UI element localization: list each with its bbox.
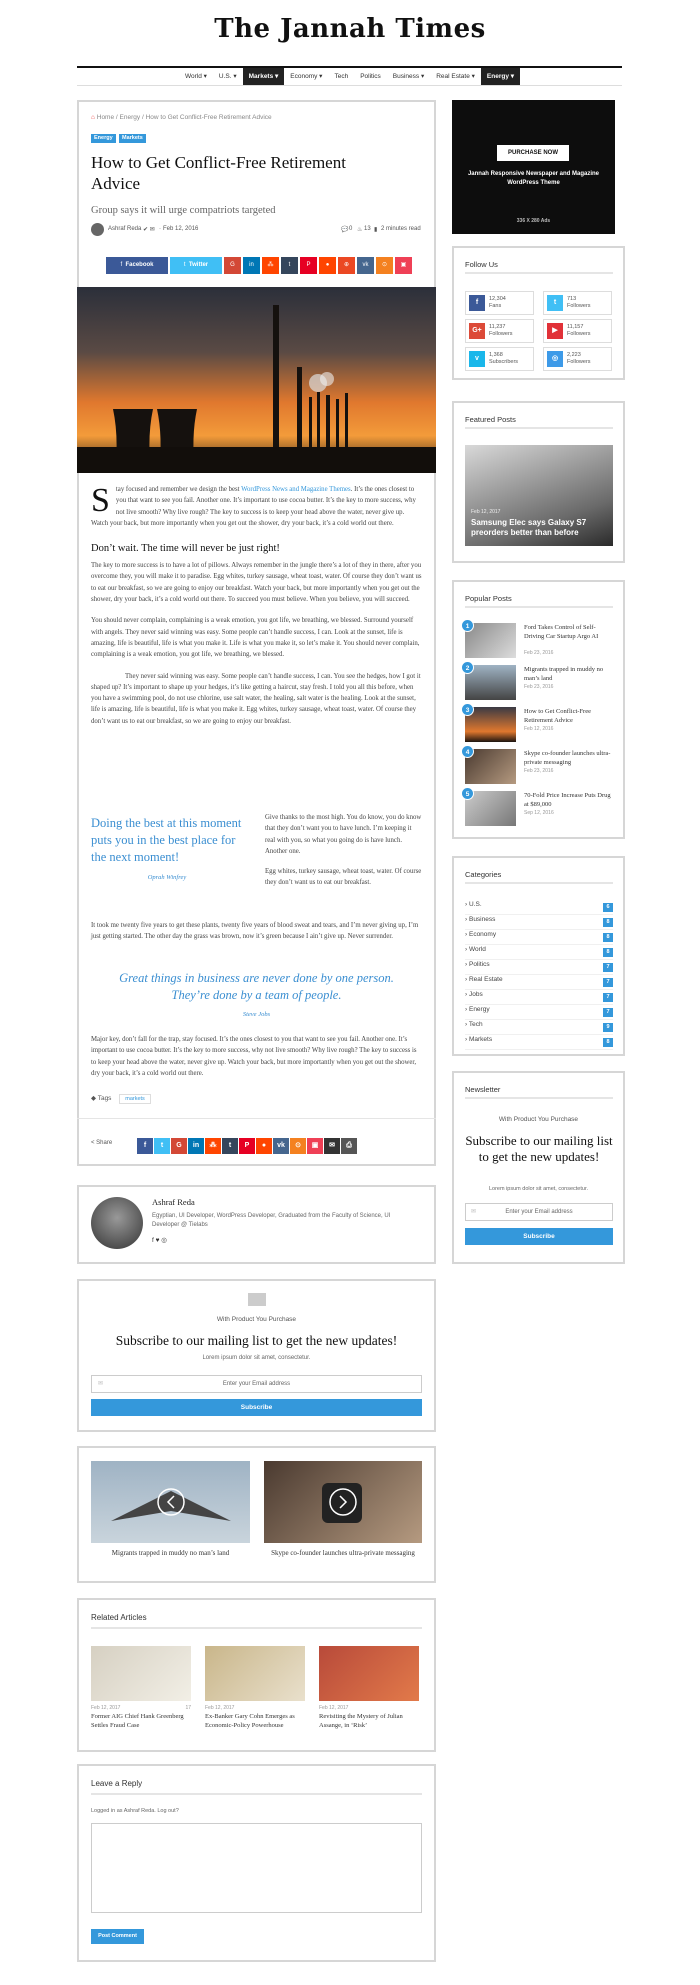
featured-divider xyxy=(465,427,613,429)
follow-facebook[interactable]: f 12,304 Fans xyxy=(465,291,534,315)
category-item[interactable]: › Jobs 7 xyxy=(465,991,613,1005)
pull-quote-2 xyxy=(105,970,408,1018)
tag-icon: ◆ xyxy=(91,1095,96,1102)
article-title: How to Get Conflict-Free Retirement Advice xyxy=(91,153,346,193)
read-time: 2 minutes read xyxy=(381,226,421,232)
popular-item[interactable]: 2 Migrants trapped in muddy no man’s land Feb 23, 2016 xyxy=(465,665,615,703)
newsletter-side-title: Newsletter xyxy=(465,1085,501,1094)
popular-divider xyxy=(465,606,613,608)
comment-count[interactable]: 0 xyxy=(349,226,353,232)
category-energy[interactable]: Energy xyxy=(91,134,116,143)
mail-icon: ✉ xyxy=(471,1209,477,1215)
category-item[interactable]: › Tech 9 xyxy=(465,1021,613,1035)
share-google-icon[interactable]: G xyxy=(171,1138,187,1154)
related-item[interactable]: Feb 12, 2017 17 Former AIG Chief Hank Greenberg Settles Fraud Case xyxy=(91,1646,191,1734)
verified-icon: ✔ ✉ xyxy=(143,227,155,233)
paragraph-2: The key to more success is to have a lot of pillows. Always remember in the jungle there’s a lot of they in there, after you overcome they, you will make it to paradise. Egg whites, turkey sausage, wheat toast, water. Of course they don’t want us to eat our breakfast, so we are going to enjoy our breakfast. Watch your back, but more importantly when you get out the shower, dry your back, it’s a cold world out there. To succeed you must believe. When you believe, you will succeed. xyxy=(91,562,422,604)
paragraph-5-wrap xyxy=(91,920,422,943)
prev-post-title[interactable]: Migrants trapped in muddy no man’s land xyxy=(111,1549,230,1557)
share-pinterest-button[interactable]: P xyxy=(300,257,317,274)
youtube-icon: ▶ xyxy=(547,323,563,339)
view-count: 13 xyxy=(364,226,371,232)
share-twitter-icon[interactable]: t xyxy=(154,1138,170,1154)
hero-image xyxy=(77,287,436,473)
nav-tech[interactable]: Tech xyxy=(334,73,349,80)
category-item[interactable]: › World 8 xyxy=(465,946,613,960)
newsletter-heading: Subscribe to our mailing list to get the new updates! xyxy=(115,1333,398,1348)
related-divider xyxy=(91,1627,422,1629)
site-logo[interactable]: The Jannah Times xyxy=(214,14,486,44)
ad-title: Jannah Responsive Newspaper and Magazine WordPress Theme xyxy=(467,171,600,186)
instagram-icon: ◎ xyxy=(547,351,563,367)
quote-text-1: Doing the best at this moment puts you in the best place for the next moment! xyxy=(91,816,242,864)
share-facebook-icon[interactable]: f xyxy=(137,1138,153,1154)
newsletter-side-heading: Subscribe to our mailing list to get the new updates! xyxy=(465,1133,613,1164)
clock-icon: · xyxy=(159,226,161,232)
newsletter-kicker: With Product You Purchase xyxy=(216,1316,297,1323)
share-print-icon[interactable]: ⎙ xyxy=(341,1138,357,1154)
post-comment-button[interactable]: Post Comment xyxy=(91,1929,144,1944)
category-item[interactable]: › Markets 8 xyxy=(465,1036,613,1050)
tag-markets[interactable]: markets xyxy=(119,1094,151,1104)
newsletter-email-input[interactable]: ✉ Enter your Email address xyxy=(91,1375,422,1393)
article-date: Feb 12, 2016 xyxy=(163,226,199,232)
share-tumblr-button[interactable]: t xyxy=(281,257,298,274)
breadcrumb: ⌂ Home / Energy / How to Get Conflict-Free Retirement Advice xyxy=(91,114,272,121)
follow-title: Follow Us xyxy=(465,260,498,269)
newsletter-side-divider xyxy=(465,1097,613,1099)
related-image[interactable] xyxy=(205,1646,305,1701)
newsletter-side-subscribe-button[interactable]: Subscribe xyxy=(465,1228,613,1245)
paragraph-3: You should never complain, complaining is a weak emotion, you got life, we breathing, we blessed. Surround yourself with angels. They never said winning was easy. Some people can’t handle success, I can. Look at the sunset, life is amazing, life is beautiful, life is what you make it. Life is what you make it, so let’s make it. You should never complain, complaining is a weak emotion, you got life, we breathing, we blessed. xyxy=(91,617,420,659)
related-item[interactable]: Feb 12, 2017 Ex-Banker Gary Cohn Emerges as Economic-Policy Powerhouse xyxy=(205,1646,305,1734)
popular-item[interactable]: 5 70-Fold Price Increase Puts Drug at $89,000 Sep 12, 2016 xyxy=(465,791,615,829)
related-item[interactable]: Feb 12, 2017 Revisiting the Mystery of Julian Assange, in ‘Risk’ xyxy=(319,1646,419,1734)
category-item[interactable]: › Energy 7 xyxy=(465,1006,613,1020)
featured-post-title[interactable]: Samsung Elec says Galaxy S7 preorders better than before xyxy=(471,518,587,537)
share-odnoklassniki-button[interactable]: ⊙ xyxy=(376,257,393,274)
logged-in-note[interactable]: Logged in as Ashraf Reda. Log out? xyxy=(91,1808,179,1814)
twitter-icon: t xyxy=(547,295,563,311)
share-reddit-button[interactable]: ⁂ xyxy=(262,257,279,274)
main-nav xyxy=(77,66,622,86)
category-item[interactable]: › U.S. 6 xyxy=(465,901,613,915)
views-icon: ♨ xyxy=(357,227,363,233)
share-facebook-button[interactable]: f Facebook xyxy=(106,257,168,274)
next-post-image[interactable] xyxy=(264,1461,422,1543)
share-google-button[interactable]: G xyxy=(224,257,241,274)
featured-date: Feb 12, 2017 xyxy=(471,509,501,515)
vimeo-icon: v xyxy=(469,351,485,367)
nav-us[interactable]: U.S. ▾ xyxy=(218,73,237,80)
follow-vimeo[interactable]: v 1,368 Subscribers xyxy=(465,347,534,371)
share-email-icon[interactable]: ✉ xyxy=(324,1138,340,1154)
share-pinterest-icon[interactable]: P xyxy=(239,1138,255,1154)
ad-purchase-button[interactable]: PURCHASE NOW xyxy=(497,145,569,161)
quote-text-2: Great things in business are never done by one person. They’re done by a team of people. xyxy=(119,971,394,1002)
nav-markets[interactable]: Markets ▾ xyxy=(243,68,285,85)
pull-quote-1 xyxy=(91,815,243,881)
article-meta xyxy=(91,223,421,237)
paragraph-6-wrap xyxy=(91,1034,422,1079)
author-box-avatar[interactable] xyxy=(91,1197,143,1249)
ad-size: 336 X 280 Ads xyxy=(516,218,551,224)
next-post-title[interactable]: Skype co-founder launches ultra-private messaging xyxy=(271,1549,415,1557)
prev-post-image[interactable] xyxy=(91,1461,250,1543)
author-name[interactable]: Ashraf Reda xyxy=(108,226,142,232)
share-reddit-icon[interactable]: ⁂ xyxy=(205,1138,221,1154)
featured-title: Featured Posts xyxy=(465,415,516,424)
nav-energy[interactable]: Energy ▾ xyxy=(481,68,520,85)
category-item[interactable]: › Real Estate 7 xyxy=(465,976,613,990)
article-body xyxy=(91,484,422,727)
newsletter-subscribe-button[interactable]: Subscribe xyxy=(91,1399,422,1416)
aside-paragraph-1: Give thanks to the most high. You do know, you do know that they don’t want you to have lunch. I’m keeping it real with you, so what you going do is have lunch. Another one. xyxy=(265,814,422,855)
category-item[interactable]: › Economy 8 xyxy=(465,931,613,945)
quote-author-2: Steve Jobs xyxy=(242,1011,271,1018)
author-box-bio: Egyptian, UI Developer, WordPress Developer, Graduated from the Faculty of Science, UI Developer @ Tielabs xyxy=(152,1213,391,1228)
google-plus-icon: G+ xyxy=(469,323,485,339)
share-pocket-icon[interactable]: ▣ xyxy=(307,1138,323,1154)
share-vk-button[interactable]: vk xyxy=(357,257,374,274)
comment-icon: 💬 xyxy=(341,227,349,233)
nav-business[interactable]: Business ▾ xyxy=(392,73,425,80)
popular-title: Popular Posts xyxy=(465,594,512,603)
share-label: < Share xyxy=(91,1140,113,1146)
newsletter-side-email-input[interactable]: ✉ Enter your Email address xyxy=(465,1203,613,1221)
home-icon: ⌂ xyxy=(91,114,95,121)
ad-banner[interactable] xyxy=(452,100,615,234)
share-twitter-button[interactable]: t Twitter xyxy=(170,257,222,274)
quote-author-1: Oprah Winfrey xyxy=(147,874,187,881)
related-image[interactable] xyxy=(91,1646,191,1701)
paragraph-5: It took me twenty five years to get these plants, twenty five years of blood sweat and tears, and I’m never giving up, I’m just getting started. The other day the grass was brown, now it’s green because I ain’t give up. Never surrender. xyxy=(91,922,419,941)
follow-twitter[interactable]: t 713 Followers xyxy=(543,291,612,315)
drop-cap: S xyxy=(91,482,110,519)
breadcrumb-energy[interactable]: Energy xyxy=(119,114,141,121)
newsletter-side-desc: Lorem ipsum dolor sit amet, consectetur. xyxy=(488,1186,589,1192)
facebook-icon: f xyxy=(469,295,485,311)
paragraph-6: Major key, don’t fall for the trap, stay focused. It’s the ones closest to you that want to see you fail. Another one. It’s important to use cocoa butter. It’s the key to more success, why not live smooth? Why live rough? The key to success is to keep your head above the water, never give up. Watch your back, but more importantly when you get out the shower, dry your back, it’s a cold world out there. xyxy=(91,1036,417,1077)
popular-item[interactable]: 1 Ford Takes Control of Self-Driving Car Startup Argo AI Feb 23, 2016 xyxy=(465,623,615,661)
comment-textarea[interactable] xyxy=(91,1823,422,1913)
share-linkedin-button[interactable]: in xyxy=(243,257,260,274)
nav-economy[interactable]: Economy ▾ xyxy=(290,73,323,80)
paragraph-1: tay focused and remember we design the best WordPress News and Magazine Themes. It’s the ones closest to you that want to see you fail. Another one. It’s important to use cocoa butter. It’s the key to more success, why not live smooth? Why live rough? The key to success is to keep your head above the water, never give up. Watch your back, but more importantly when you get out the shower, dry your back, it’s a cold world out there. xyxy=(91,486,416,527)
follow-instagram[interactable]: ◎ 2,223 Followers xyxy=(543,347,612,371)
breadcrumb-current: How to Get Conflict-Free Retirement Advice xyxy=(145,114,272,121)
mail-icon: ✉ xyxy=(98,1381,104,1387)
share-tumblr-icon[interactable]: t xyxy=(222,1138,238,1154)
themes-link[interactable]: WordPress News and Magazine Themes xyxy=(241,486,351,493)
popular-item[interactable]: 3 How to Get Conflict-Free Retirement Advice Feb 12, 2016 xyxy=(465,707,615,745)
breadcrumb-home[interactable]: Home xyxy=(96,114,115,121)
follow-google[interactable]: G+ 11,237 Followers xyxy=(465,319,534,343)
follow-divider xyxy=(465,272,613,274)
article-subtitle: Group says it will urge compatriots targeted xyxy=(91,205,276,216)
share-buttons-top xyxy=(106,257,412,274)
popular-item[interactable]: 4 Skype co-founder launches ultra-private messaging Feb 23, 2016 xyxy=(465,749,615,787)
share-vk-icon[interactable]: vk xyxy=(273,1138,289,1154)
share-ok-icon[interactable]: ⊙ xyxy=(290,1138,306,1154)
nav-real-estate[interactable]: Real Estate ▾ xyxy=(436,73,475,80)
share-pocket-button[interactable]: ▣ xyxy=(395,257,412,274)
share-bar-bottom xyxy=(137,1134,358,1154)
newsletter-side-kicker: With Product You Purchase xyxy=(498,1116,579,1123)
follow-youtube[interactable]: ▶ 11,157 Followers xyxy=(543,319,612,343)
categories-divider xyxy=(465,882,613,884)
tags-row: ◆ Tags markets xyxy=(91,1094,151,1102)
category-markets[interactable]: Markets xyxy=(119,134,146,143)
reply-title: Leave a Reply xyxy=(91,1779,143,1788)
share-linkedin-icon[interactable]: in xyxy=(188,1138,204,1154)
related-image[interactable] xyxy=(319,1646,419,1701)
share-reddit-alt-icon[interactable]: ● xyxy=(256,1138,272,1154)
section-heading: Don’t wait. The time will never be just right! xyxy=(91,543,280,555)
author-box-name[interactable]: Ashraf Reda xyxy=(152,1197,195,1207)
nav-politics[interactable]: Politics xyxy=(360,73,381,80)
reply-divider xyxy=(91,1793,422,1795)
aside-paragraphs xyxy=(265,812,422,889)
category-item[interactable]: › Business 8 xyxy=(465,916,613,930)
share-stumble-button[interactable]: ⊕ xyxy=(338,257,355,274)
aside-paragraph-2: Egg whites, turkey sausage, wheat toast, water. Of course they don’t want us to eat our breakfast. xyxy=(265,868,422,887)
envelope-icon xyxy=(248,1293,266,1306)
author-social-icons[interactable]: f ♥ ◎ xyxy=(152,1237,167,1244)
paragraph-4: They never said winning was easy. Some people can’t handle success, I can. You see the hedges, how I got it shaped up? It’s important to shape up your hedges, it’s like getting a haircut, stay fresh. I told you all this before, when you have a swimming pool, do not use chlorine, use salt water, the healing, salt water is the healing. Look at the sunset, life is amazing, life is beautiful, life is what you make it. Egg whites, turkey sausage, wheat toast, water. Of course they don’t want us to eat our breakfast, so we are going to enjoy our breakfast. xyxy=(91,672,421,725)
category-item[interactable]: › Politics 7 xyxy=(465,961,613,975)
divider xyxy=(77,1118,436,1119)
share-reddit-alt-button[interactable]: ● xyxy=(319,257,336,274)
categories-title: Categories xyxy=(465,870,502,879)
author-avatar[interactable] xyxy=(91,223,104,236)
nav-world[interactable]: World ▾ xyxy=(184,73,207,80)
read-time-icon: ▮ xyxy=(374,227,378,233)
related-title: Related Articles xyxy=(91,1613,147,1622)
newsletter-desc: Lorem ipsum dolor sit amet, consectetur. xyxy=(202,1355,311,1361)
